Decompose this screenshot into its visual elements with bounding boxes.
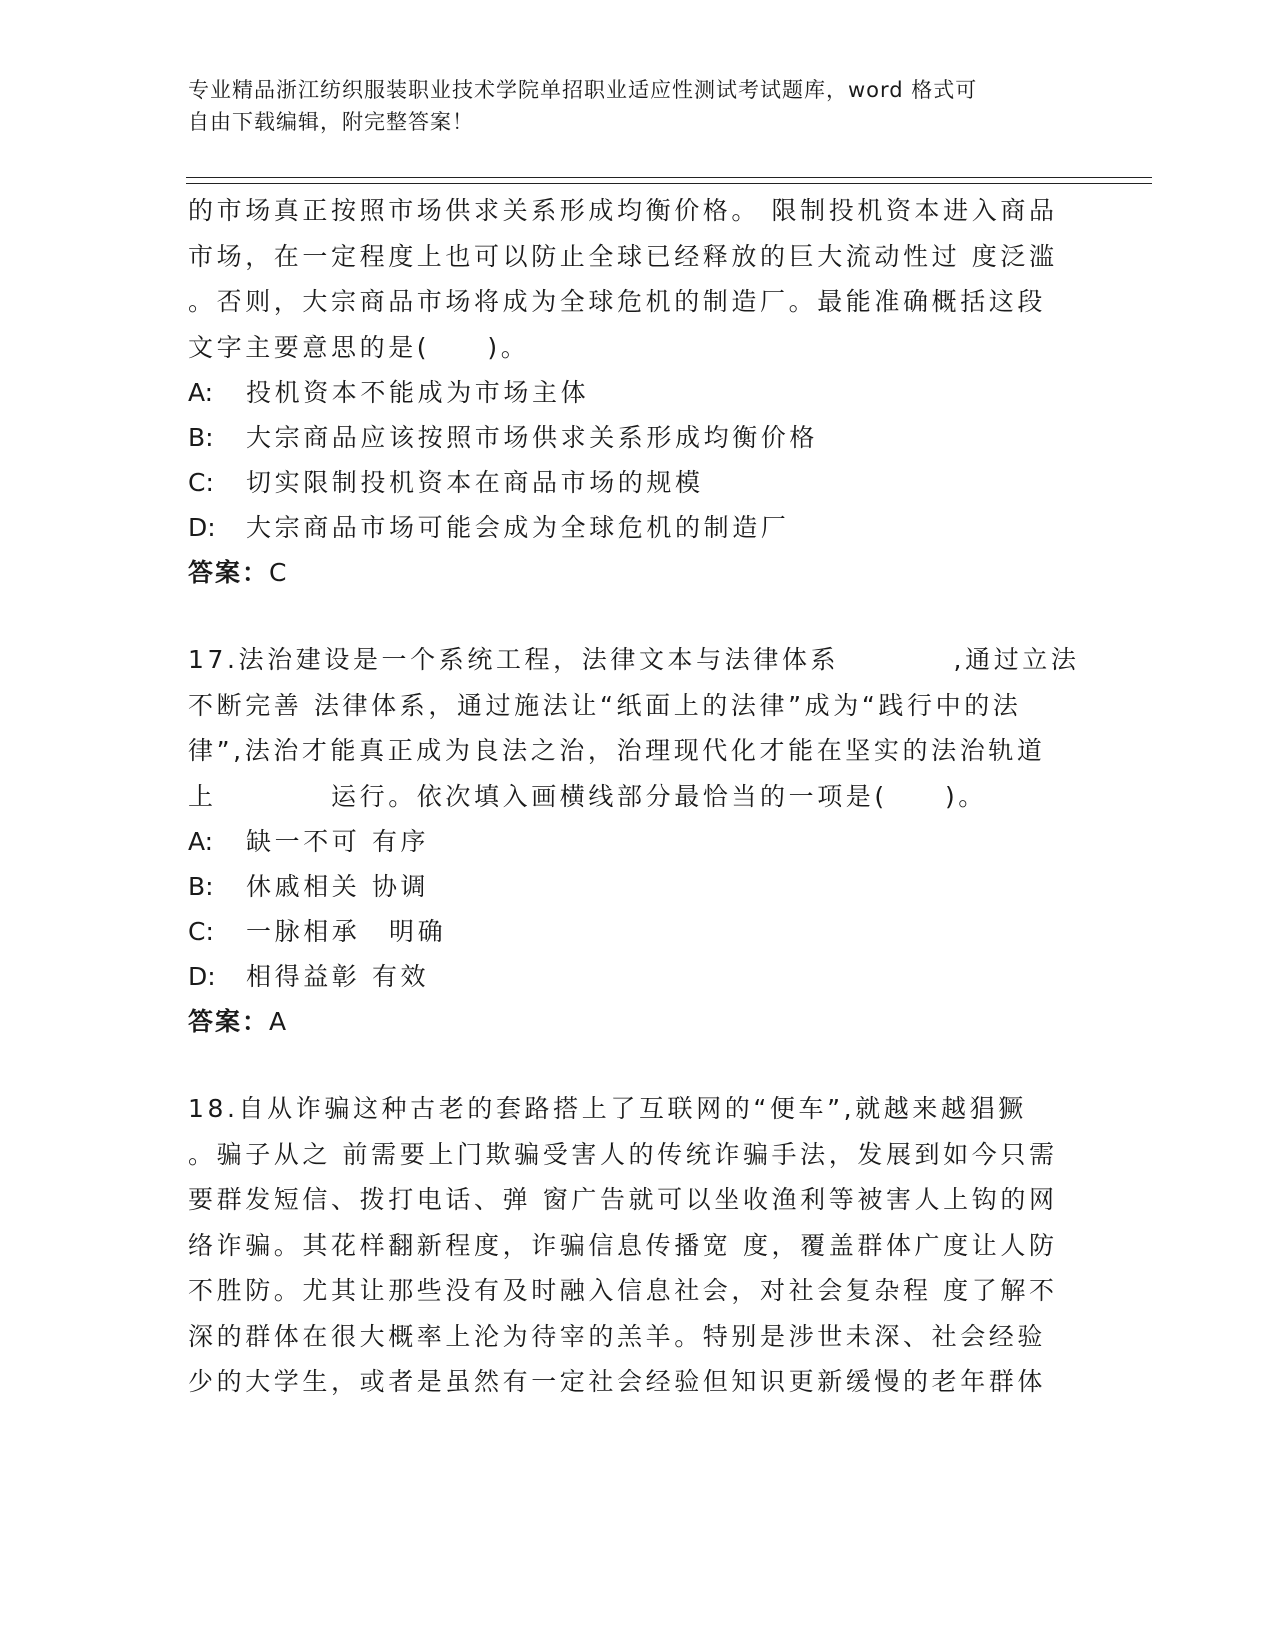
option-key: B: (188, 872, 214, 901)
header-line-1: 专业精品浙江纺织服装职业技术学院单招职业适应性测试考试题库，word 格式可 (188, 78, 978, 102)
question-text-line: 律”,法治才能真正成为良法之治，治理现代化才能在坚实的法治轨道 (188, 736, 1046, 765)
document-body (188, 188, 1078, 1405)
option-key: D: (188, 962, 216, 991)
page-header (188, 74, 1068, 138)
option-key: A: (188, 827, 214, 856)
question-text-line: 17.法治建设是一个系统工程，法律文本与法律体系 ,通过立法 (188, 645, 1080, 674)
answer-label: 答案： (188, 1007, 270, 1036)
question-text-line: 。否则，大宗商品市场将成为全球危机的制造厂。最能准确概括这段 (188, 287, 1047, 316)
option-b (188, 415, 1078, 460)
question-text-line: 市场，在一定程度上也可以防止全球已经释放的巨大流动性过 度泛滥 (188, 241, 1058, 271)
question-text-line: 不胜防。尤其让那些没有及时融入信息社会，对社会复杂程 度了解不 (188, 1276, 1058, 1305)
option-text: 休戚相关 协调 (246, 872, 430, 901)
option-key: C: (188, 917, 214, 946)
option-text: 缺一不可 有序 (246, 827, 430, 856)
answer-line (188, 550, 1078, 596)
option-text: 大宗商品市场可能会成为全球危机的制造厂 (246, 513, 790, 542)
answer-label: 答案： (188, 558, 270, 587)
question-text-line: 络诈骗。其花样翻新程度，诈骗信息传播宽 度，覆盖群体广度让人防 (188, 1230, 1058, 1260)
question-17 (188, 637, 1078, 1045)
question-text-line: 。骗子从之 前需要上门欺骗受害人的传统诈骗手法，发展到如今只需 (188, 1139, 1058, 1169)
question-text-line: 的市场真正按照市场供求关系形成均衡价格。 限制投机资本进入商品 (188, 196, 1058, 225)
option-key: B: (188, 423, 214, 452)
option-text: 投机资本不能成为市场主体 (246, 378, 590, 407)
question-text-line: 不断完善 法律体系，通过施法让“纸面上的法律”成为“践行中的法 (188, 690, 1022, 720)
option-text: 大宗商品应该按照市场供求关系形成均衡价格 (246, 423, 819, 452)
question-text-line: 少的大学生，或者是虽然有一定社会经验但知识更新缓慢的老年群体 (188, 1367, 1047, 1396)
question-text-line: 上 运行。依次填入画横线部分最恰当的一项是( )。 (188, 781, 987, 811)
question-text-line: 要群发短信、拨打电话、弹 窗广告就可以坐收渔利等被害人上钩的网 (188, 1185, 1058, 1214)
question-text-line: 文字主要意思的是( )。 (188, 332, 530, 362)
option-text: 切实限制投机资本在商品市场的规模 (246, 468, 704, 497)
option-text: 相得益彰 有效 (246, 962, 430, 991)
question-16 (188, 188, 1078, 596)
answer-line (188, 999, 1078, 1045)
option-d (188, 954, 1078, 999)
header-divider (186, 177, 1152, 184)
option-c (188, 909, 1078, 954)
option-d (188, 505, 1078, 550)
option-key: D: (188, 513, 216, 542)
option-c (188, 460, 1078, 505)
answer-value: A (269, 1007, 289, 1036)
question-18 (188, 1086, 1078, 1405)
question-text-line: 深的群体在很大概率上沦为待宰的羔羊。特别是涉世未深、社会经验 (188, 1321, 1047, 1351)
answer-value: C (269, 558, 289, 587)
question-spacer (188, 596, 1078, 637)
option-key: C: (188, 468, 214, 497)
option-b (188, 864, 1078, 909)
option-a (188, 370, 1078, 415)
header-line-2: 自由下载编辑，附完整答案！ (188, 110, 474, 134)
option-key: A: (188, 378, 214, 407)
question-spacer (188, 1045, 1078, 1086)
option-a (188, 819, 1078, 864)
option-text: 一脉相承 明确 (246, 917, 447, 946)
question-text-line: 18.自从诈骗这种古老的套路搭上了互联网的“便车”,就越来越猖獗 (188, 1094, 1027, 1123)
